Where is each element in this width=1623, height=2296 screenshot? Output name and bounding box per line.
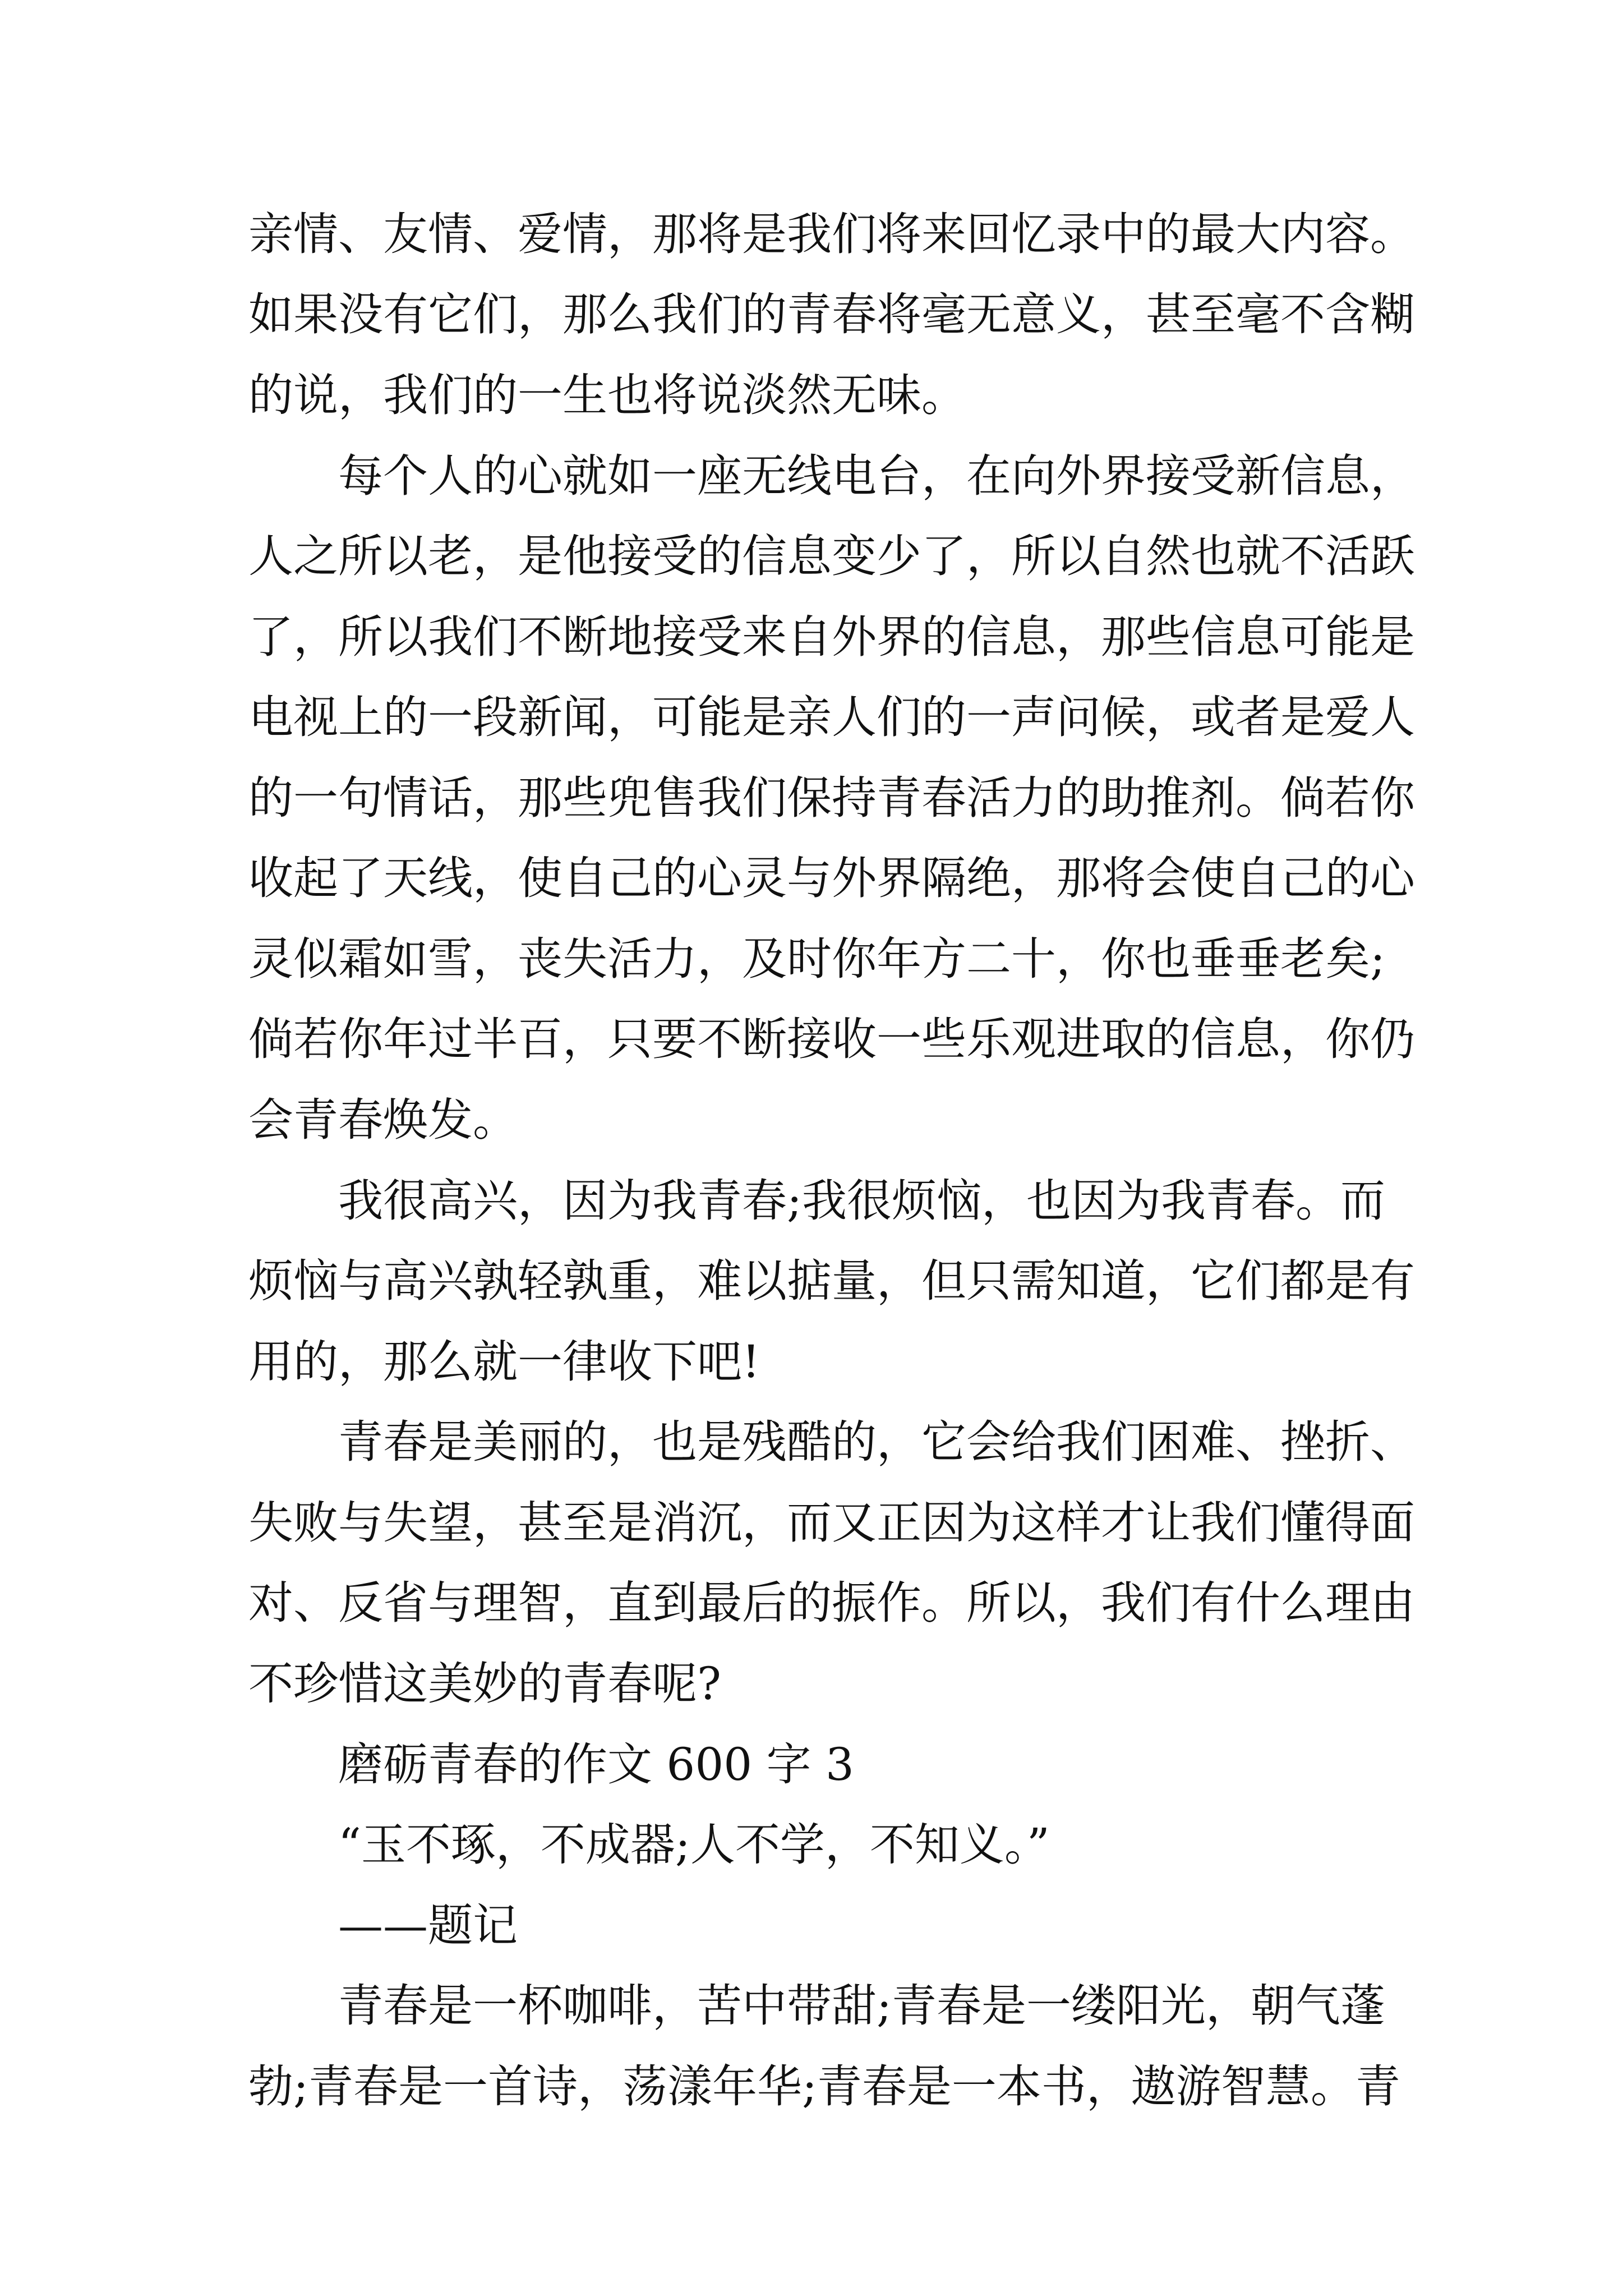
text-line: 用的，那么就一律收下吧!	[248, 1336, 760, 1388]
text-line: 青春是美丽的，也是残酷的，它会给我们困难、挫折、	[338, 1416, 1415, 1468]
text-line: 收起了天线，使自己的心灵与外界隔绝，那将会使自己的心	[248, 852, 1415, 904]
text-line: 烦恼与高兴孰轻孰重，难以掂量，但只需知道，它们都是有	[248, 1255, 1415, 1307]
epigraph-quote: “玉不琢，不成器;人不学，不知义。”	[338, 1819, 1050, 1871]
text-line: 不珍惜这美妙的青春呢?	[248, 1658, 721, 1710]
text-line: 勃;青春是一首诗，荡漾年华;青春是一本书，遨游智慧。青	[248, 2060, 1400, 2113]
text-line: 亲情、友情、爱情，那将是我们将来回忆录中的最大内容。	[248, 208, 1415, 260]
epigraph-attribution: ——题记	[338, 1899, 518, 1952]
section-heading: 磨砺青春的作文 600 字 3	[338, 1738, 854, 1791]
text-line: 我很高兴，因为我青春;我很烦恼，也因为我青春。而	[338, 1175, 1385, 1227]
text-line: 失败与失望，甚至是消沉，而又正因为这样才让我们懂得面	[248, 1497, 1415, 1549]
text-line: 了，所以我们不断地接受来自外界的信息，那些信息可能是	[248, 611, 1415, 663]
text-line: 如果没有它们，那么我们的青春将毫无意义，甚至毫不含糊	[248, 288, 1415, 341]
text-line: 青春是一杯咖啡，苦中带甜;青春是一缕阳光，朝气蓬	[338, 1980, 1385, 2032]
text-line: 的一句情话，那些兜售我们保持青春活力的助推剂。倘若你	[248, 772, 1415, 824]
text-line: 会青春焕发。	[248, 1094, 518, 1146]
text-line: 电视上的一段新闻，可能是亲人们的一声问候，或者是爱人	[248, 691, 1415, 743]
text-line: 的说，我们的一生也将说淡然无味。	[248, 369, 966, 421]
text-line: 倘若你年过半百，只要不断接收一些乐观进取的信息，你仍	[248, 1013, 1415, 1065]
text-line: 灵似霜如雪，丧失活力，及时你年方二十，你也垂垂老矣;	[248, 933, 1385, 985]
text-line: 对、反省与理智，直到最后的振作。所以，我们有什么理由	[248, 1577, 1415, 1629]
text-line: 人之所以老，是他接受的信息变少了，所以自然也就不活跃	[248, 530, 1415, 582]
text-line: 每个人的心就如一座无线电台，在向外界接受新信息，	[338, 450, 1415, 502]
